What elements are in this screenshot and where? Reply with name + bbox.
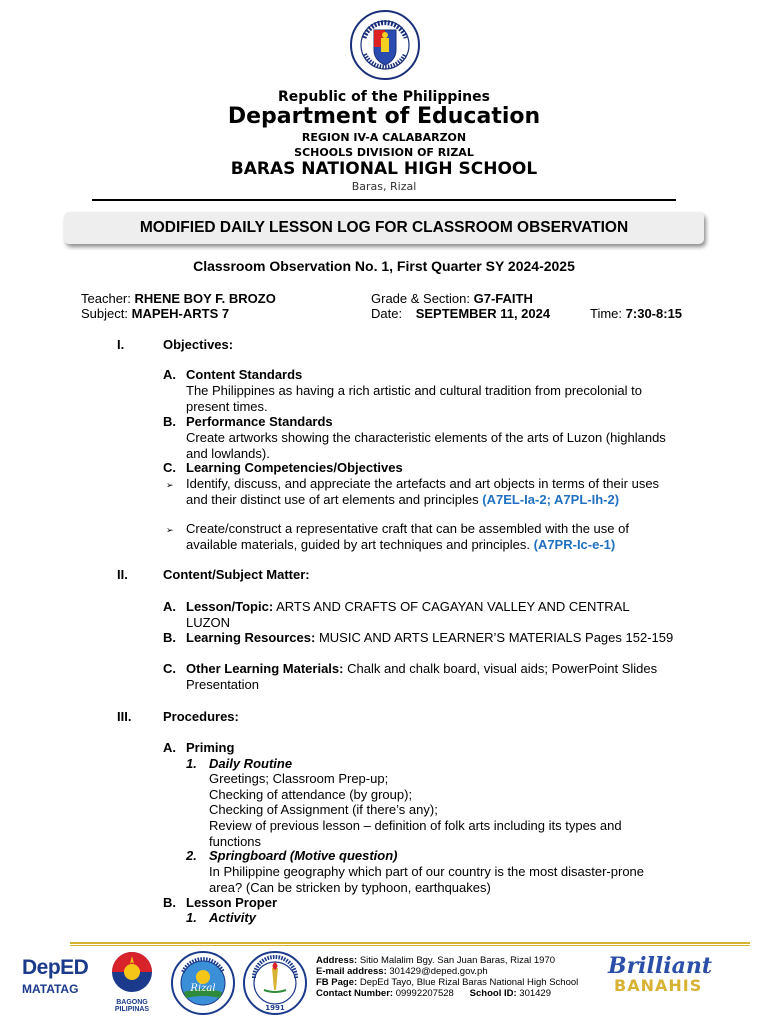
division-heading: SCHOOLS DIVISION OF RIZAL xyxy=(294,146,474,159)
footer-address xyxy=(316,955,578,966)
performance-standards-letter: B. xyxy=(163,414,176,429)
teacher-value: RHENE BOY F. BROZO xyxy=(134,291,276,306)
schoolid-value: 301429 xyxy=(519,988,551,999)
time-row xyxy=(590,306,682,322)
school-heading: BARAS NATIONAL HIGH SCHOOL xyxy=(230,159,538,179)
springboard-heading: Springboard (Motive question) xyxy=(209,848,398,863)
fb-label: FB Page: xyxy=(316,977,358,988)
priming-letter: A. xyxy=(163,740,176,755)
email-value: 301429@deped.gov.ph xyxy=(389,966,488,977)
activity-number: 1. xyxy=(186,910,197,925)
routine-item: Review of previous lesson – definition of folk arts including its types and functions xyxy=(209,818,622,849)
rizal-seal-text: Rizal xyxy=(190,983,216,994)
bagong-pilipinas-logo xyxy=(100,950,164,1013)
footer-email xyxy=(316,966,578,977)
email-label: E-mail address: xyxy=(316,966,387,977)
deped-matatag-logo xyxy=(22,956,92,996)
objectives-heading: Objectives: xyxy=(163,337,234,352)
school-seal-year: 1991 xyxy=(265,1004,285,1012)
competency-item xyxy=(186,521,676,552)
footer-divider xyxy=(70,942,750,944)
competency-item xyxy=(186,476,676,507)
procedures-numeral: III. xyxy=(117,709,132,724)
deped-seal-icon xyxy=(350,10,420,80)
content-numeral: II. xyxy=(117,567,128,582)
brilliant-logo-text: Brilliant xyxy=(608,953,713,979)
priming-heading: Priming xyxy=(186,740,235,755)
performance-standards-heading: Performance Standards xyxy=(186,414,333,429)
procedures-heading: Procedures: xyxy=(163,709,239,724)
time-label: Time: xyxy=(590,306,623,321)
lesson-proper-heading: Lesson Proper xyxy=(186,895,278,910)
routine-item: Greetings; Classroom Prep-up; xyxy=(209,771,389,786)
competency-code: (A7PR-Ic-e-1) xyxy=(533,536,616,552)
bagong-pilipinas-label: BAGONG PILIPINAS xyxy=(114,999,150,1013)
learning-resources-value: MUSIC AND ARTS LEARNER’S MATERIALS Pages 152-159 xyxy=(318,630,674,645)
arrow-bullet-icon: ➢ xyxy=(166,480,174,490)
footer-contact xyxy=(316,988,578,999)
routine-item: Checking of Assignment (if there’s any); xyxy=(209,802,438,817)
content-standards-text: The Philippines as having a rich artistic and cultural tradition from precolonial to present times. xyxy=(186,383,642,414)
contact-label: Contact Number: xyxy=(316,988,394,999)
deped-logo: DepED xyxy=(22,956,89,979)
teacher-row xyxy=(81,291,276,307)
springboard-text: In Philippine geography which part of our country is the most disaster-prone area? (Can be stricken by typhoon, earthquakes) xyxy=(209,864,645,895)
rizal-division-seal-icon xyxy=(170,950,236,1016)
competency-text: Identify, discuss, and appreciate the artefacts and art objects in terms of their uses and their distinct use of art elements and principles xyxy=(186,476,660,507)
region-heading: REGION IV-A CALABARZON xyxy=(301,131,467,144)
competency-code: (A7EL-Ia-2; A7PL-Ih-2) xyxy=(482,491,620,507)
learning-resources xyxy=(186,630,676,646)
daily-routine-number: 1. xyxy=(186,756,197,771)
other-materials-value: Chalk and chalk board, visual aids; PowerPoint Slides Presentation xyxy=(186,661,658,692)
subject-label: Subject: xyxy=(81,306,128,321)
learning-resources-label: Learning Resources: xyxy=(186,630,316,645)
department-heading: Department of Education xyxy=(227,104,541,129)
grade-label: Grade & Section: xyxy=(371,291,470,306)
learning-resources-letter: B. xyxy=(163,630,176,645)
town-heading: Baras, Rizal xyxy=(351,180,417,193)
banahis-logo-text: BANAHIS xyxy=(614,976,703,995)
activity-heading: Activity xyxy=(209,910,256,925)
arrow-bullet-icon: ➢ xyxy=(166,525,174,535)
fb-value: DepEd Tayo, Blue Rizal Baras National High School xyxy=(359,977,579,988)
routine-item: Checking of attendance (by group); xyxy=(209,787,413,802)
footer-fb xyxy=(316,977,578,988)
date-label: Date: xyxy=(371,306,403,321)
bagong-pilipinas-icon xyxy=(106,950,158,994)
footer-contact-block xyxy=(316,955,578,999)
teacher-label: Teacher: xyxy=(81,291,131,306)
lesson-topic-label: Lesson/Topic: xyxy=(186,599,274,614)
other-materials-letter: C. xyxy=(163,661,176,676)
content-heading: Content/Subject Matter: xyxy=(163,567,310,582)
lesson-topic xyxy=(186,599,676,630)
address-value: Sitio Malalim Bgy. San Juan Baras, Rizal 1970 xyxy=(359,955,556,966)
lesson-topic-letter: A. xyxy=(163,599,176,614)
subject-row xyxy=(81,306,229,322)
footer-divider xyxy=(70,945,750,946)
competencies-letter: C. xyxy=(163,460,176,475)
schoolid-label: School ID: xyxy=(469,988,517,999)
document-title: MODIFIED DAILY LESSON LOG FOR CLASSROOM OBSERVATION xyxy=(64,212,704,244)
objectives-numeral: I. xyxy=(117,337,125,352)
republic-heading: Republic of the Philippines xyxy=(278,89,490,105)
daily-routine-heading: Daily Routine xyxy=(209,756,293,771)
date-row xyxy=(371,306,550,322)
subject-value: MAPEH-ARTS 7 xyxy=(131,306,230,321)
observation-line: Classroom Observation No. 1, First Quarter SY 2024-2025 xyxy=(193,258,575,274)
competencies-heading: Learning Competencies/Objectives xyxy=(186,460,403,475)
header-divider xyxy=(92,199,676,201)
content-standards-letter: A. xyxy=(163,367,176,382)
address-label: Address: xyxy=(316,955,358,966)
other-materials xyxy=(186,661,676,692)
brilliant-banahis-logo xyxy=(608,955,748,995)
matatag-logo: MATATAG xyxy=(22,982,79,996)
contact-value: 09992207528 xyxy=(395,988,454,999)
time-value: 7:30-8:15 xyxy=(625,306,683,321)
lesson-topic-value: ARTS AND CRAFTS OF CAGAYAN VALLEY AND CENTRAL LUZON xyxy=(186,599,630,630)
date-value: SEPTEMBER 11, 2024 xyxy=(415,306,551,321)
school-seal-icon xyxy=(242,950,308,1016)
springboard-number: 2. xyxy=(186,848,197,863)
content-standards-heading: Content Standards xyxy=(186,367,303,382)
performance-standards-text: Create artworks showing the characteristic elements of the arts of Luzon (highlands and lowlands). xyxy=(186,430,666,461)
grade-row xyxy=(371,291,533,307)
competency-text: Create/construct a representative craft that can be assembled with the use of available materials, guided by art techniques and principles. xyxy=(186,521,629,552)
other-materials-label: Other Learning Materials: xyxy=(186,661,344,676)
grade-value: G7-FAITH xyxy=(473,291,533,306)
lesson-proper-letter: B. xyxy=(163,895,176,910)
